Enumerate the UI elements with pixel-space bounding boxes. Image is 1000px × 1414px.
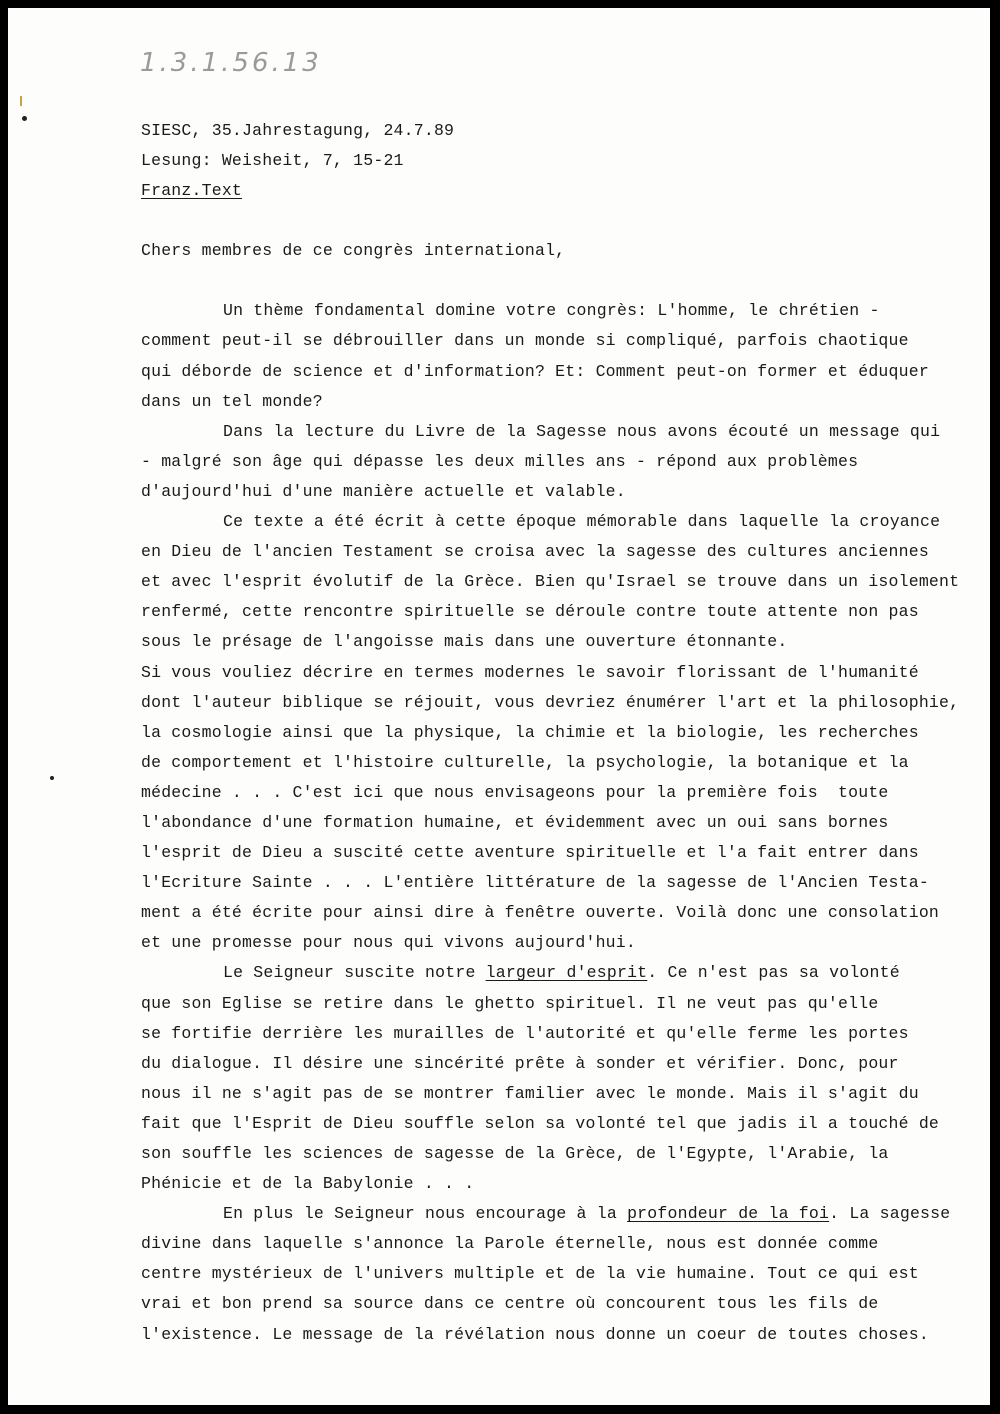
paragraph-line: que son Eglise se retire dans le ghetto spirituel. Il ne veut pas qu'elle bbox=[141, 993, 879, 1013]
salutation: Chers membres de ce congrès international, bbox=[141, 241, 566, 261]
paragraph-line: la cosmologie ainsi que la physique, la chimie et la biologie, les recherches bbox=[141, 722, 919, 742]
paragraph-line: en Dieu de l'ancien Testament se croisa avec la sagesse des cultures anciennes bbox=[141, 542, 929, 562]
paragraph-line: l'existence. Le message de la révélation nous donne un coeur de toutes choses. bbox=[141, 1324, 929, 1344]
text-segment: . Ce n'est pas sa volonté bbox=[647, 963, 900, 983]
paragraph-line: sous le présage de l'angoisse mais dans une ouverture étonnante. bbox=[141, 632, 788, 652]
paragraph-line: divine dans laquelle s'annonce la Parole éternelle, nous est donnée comme bbox=[141, 1234, 879, 1254]
paragraph-line: et avec l'esprit évolutif de la Grèce. Bien qu'Israel se trouve dans un isolement bbox=[141, 572, 960, 592]
paragraph-line: dont l'auteur biblique se réjouit, vous devriez énumérer l'art et la philosophie, bbox=[141, 692, 960, 712]
paragraph-line: fait que l'Esprit de Dieu souffle selon sa volonté tel que jadis il a touché de bbox=[141, 1113, 940, 1133]
paragraph-line: du dialogue. Il désire une sincérité prête à sonder et vérifier. Donc, pour bbox=[141, 1053, 899, 1073]
paragraph-line: centre mystérieux de l'univers multiple et de la vie humaine. Tout ce qui est bbox=[141, 1264, 919, 1284]
paragraph-line: vrai et bon prend sa source dans ce centre où concourent tous les fils de bbox=[141, 1294, 879, 1314]
text-segment: En plus le Seigneur nous encourage à la bbox=[223, 1204, 628, 1224]
header-line: SIESC, 35.Jahrestagung, 24.7.89 bbox=[141, 121, 455, 140]
paragraph-line bbox=[141, 1199, 971, 1229]
letter-body bbox=[141, 116, 971, 1350]
paragraph-line: ment a été écrite pour ainsi dire à fenêtre ouverte. Voilà donc une consolation bbox=[141, 903, 940, 923]
paragraph-line: Si vous vouliez décrire en termes modernes le savoir florissant de l'humanité bbox=[141, 662, 919, 682]
header-line: Lesung: Weisheit, 7, 15-21 bbox=[141, 151, 404, 171]
paragraph-line: renfermé, cette rencontre spirituelle se déroule contre toute attente non pas bbox=[141, 602, 919, 622]
paragraph-line: médecine . . . C'est ici que nous envisageons pour la première fois toute bbox=[141, 782, 889, 802]
spacer bbox=[141, 266, 971, 296]
paragraph-line: nous il ne s'agit pas de se montrer familier avec le monde. Mais il s'agit du bbox=[141, 1083, 919, 1103]
paragraph-line: Phénicie et de la Babylonie . . . bbox=[141, 1174, 475, 1194]
paragraph-line: son souffle les sciences de sagesse de la Grèce, de l'Egypte, l'Arabie, la bbox=[141, 1144, 889, 1163]
header-line-underlined: Franz.Text bbox=[141, 181, 243, 201]
paragraph-line: l'Ecriture Sainte . . . L'entière littérature de la sagesse de l'Ancien Testa- bbox=[141, 873, 929, 893]
text-segment: Le Seigneur suscite notre bbox=[223, 963, 486, 983]
paragraph-line: - malgré son âge qui dépasse les deux milles ans - répond aux problèmes bbox=[141, 451, 859, 471]
paragraph-line: Un thème fondamental domine votre congrès: L'homme, le chrétien - bbox=[223, 301, 880, 321]
paragraph-line: l'esprit de Dieu a suscité cette aventure spirituelle et l'a fait entrer dans bbox=[141, 843, 919, 863]
document-page bbox=[8, 8, 990, 1405]
paragraph-line: dans un tel monde? bbox=[141, 391, 323, 411]
paragraph-line: comment peut-il se débrouiller dans un monde si compliqué, parfois chaotique bbox=[141, 331, 909, 351]
underlined-phrase: largeur d'esprit bbox=[485, 963, 648, 983]
paragraph-line bbox=[141, 958, 971, 988]
punch-dot bbox=[50, 776, 54, 780]
archive-reference: 1.3.1.56.13 bbox=[140, 48, 322, 78]
paragraph-line: et une promesse pour nous qui vivons aujourd'hui. bbox=[141, 933, 636, 953]
paragraph-line: de comportement et l'histoire culturelle, la psychologie, la botanique et la bbox=[141, 752, 909, 772]
underlined-phrase: profondeur de la foi bbox=[627, 1204, 830, 1224]
paragraph-line: se fortifie derrière les murailles de l'autorité et qu'elle ferme les portes bbox=[141, 1023, 909, 1043]
paragraph-line: qui déborde de science et d'information? Et: Comment peut-on former et éduquer bbox=[141, 361, 929, 381]
margin-mark bbox=[20, 96, 22, 106]
punch-dot bbox=[22, 116, 27, 121]
text-segment: . La sagesse bbox=[829, 1204, 951, 1224]
paragraph-line: Dans la lecture du Livre de la Sagesse nous avons écouté un message qui bbox=[223, 421, 941, 441]
spacer bbox=[141, 206, 971, 236]
paragraph-line: l'abondance d'une formation humaine, et évidemment avec un oui sans bornes bbox=[141, 812, 889, 832]
paragraph-line: Ce texte a été écrit à cette époque mémorable dans laquelle la croyance bbox=[223, 512, 941, 532]
paragraph-line: d'aujourd'hui d'une manière actuelle et valable. bbox=[141, 481, 626, 501]
